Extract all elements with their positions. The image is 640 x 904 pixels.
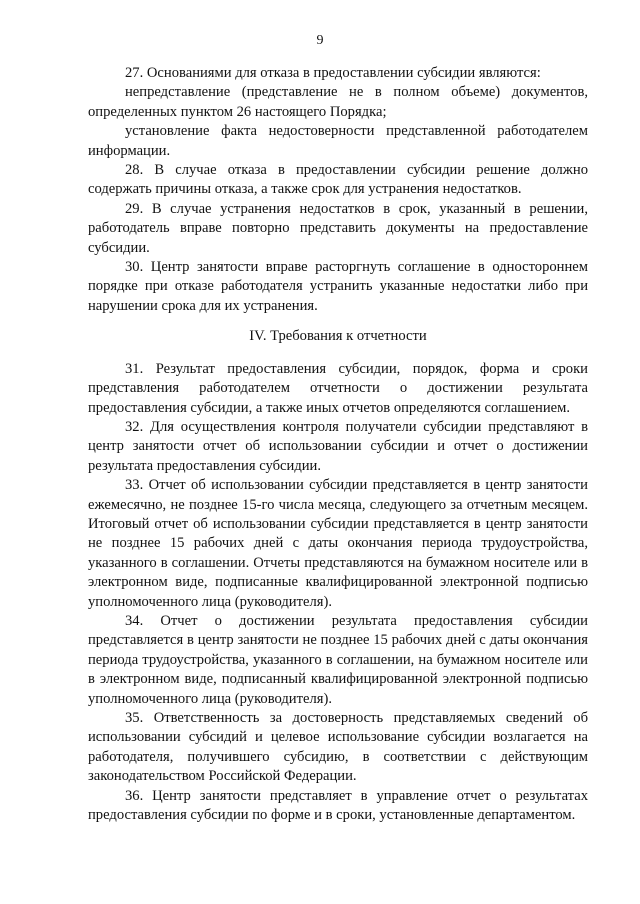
paragraph-35: 35. Ответственность за достоверность представляемых сведений об использовании субсидий и целевое использование субсидии возлагается на работодателя, получившего субсидию, в соответствии с действующим законодательством Российской Федерации.: [88, 710, 588, 785]
paragraph-34: 34. Отчет о достижении результата предоставления субсидии представляется в центр занятости не позднее 15 рабочих дней с даты окончания периода трудоустройства, указанного в соглашении, на бумажном носителе или в электронном виде, подписанный квалифицированной электронной подписью уполномоченного лица (руководителя).: [88, 612, 588, 707]
paragraph-31: 31. Результат предоставления субсидии, порядок, форма и сроки представления работодателем отчетности о достижении результата предоставления субсидии, а также иных отчетов определяются соглашением.: [88, 360, 588, 416]
paragraph-27-item-2: установление факта недостоверности представленной работодателем информации.: [88, 123, 588, 159]
paragraph-32: 32. Для осуществления контроля получатели субсидии представляют в центр занятости отчет об использовании субсидии и отчет о достижении результата предоставления субсидии.: [88, 418, 588, 474]
paragraph-27: 27. Основаниями для отказа в предоставлении субсидии являются:: [125, 65, 541, 81]
section-heading: IV. Требования к отчетности: [249, 328, 427, 345]
paragraph-27-item-1: непредставление (представление не в полном объеме) документов, определенных пунктом 26 настоящего Порядка;: [88, 84, 588, 120]
paragraph-36: 36. Центр занятости представляет в управление отчет о результатах предоставления субсидии по форме и в сроки, установленные департаментом.: [88, 787, 588, 824]
paragraph-30: 30. Центр занятости вправе расторгнуть соглашение в одностороннем порядке при отказе работодателя устранить указанные недостатки либо при нарушении срока для их устранения.: [88, 259, 588, 314]
page-number: 9: [316, 33, 324, 48]
document-body: [88, 64, 588, 825]
paragraph-29: 29. В случае устранения недостатков в срок, указанный в решении, работодатель вправе повторно представить документы на предоставление субсидии.: [88, 200, 588, 256]
paragraph-28: 28. В случае отказа в предоставлении субсидии решение должно содержать причины отказа, а также срок для устранения недостатков.: [88, 162, 588, 198]
paragraph-33: 33. Отчет об использовании субсидии представляется в центр занятости ежемесячно, не позднее 15-го числа месяца, следующего за отчетным месяцем. Итоговый отчет об использовании субсидии представляется в центр занятости не позднее 15 рабочих дней с даты окончания периода трудоустройства, указанного в соглашении. Отчеты представляются на бумажном носителе или в электронном виде, подписанные квалифицированной электронной подписью уполномоченного лица (руководителя).: [88, 477, 588, 610]
